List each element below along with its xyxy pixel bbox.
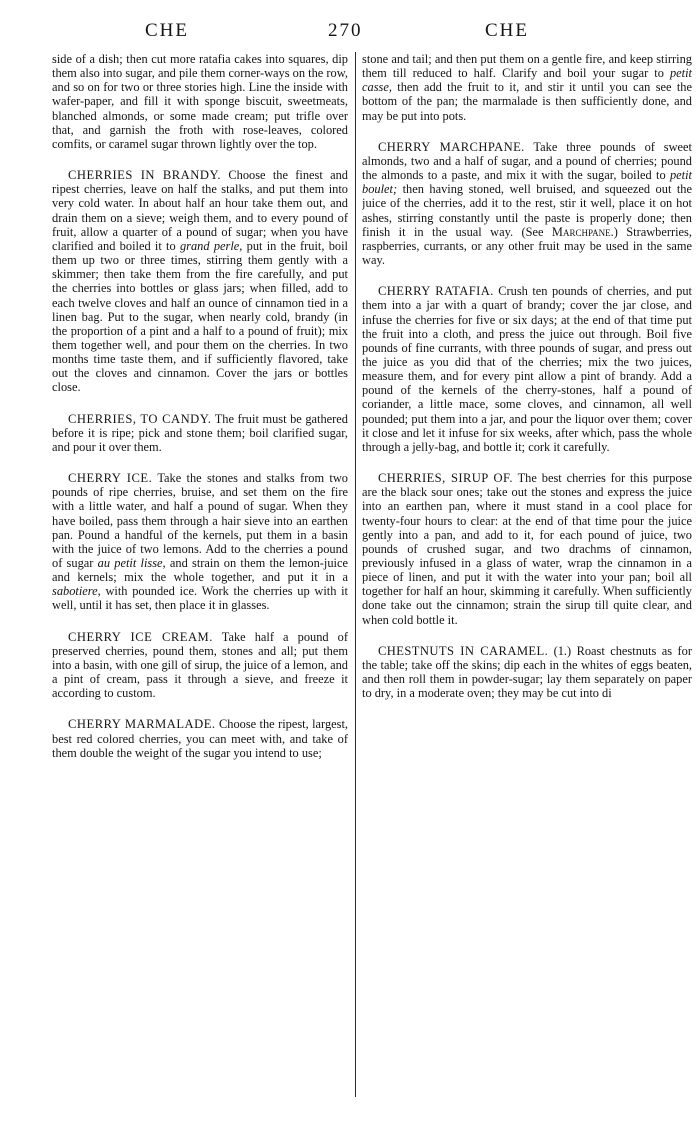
recipe-title: CHERRY MARMALADE. [68,717,216,732]
recipe-chestnuts-in-caramel [362,644,692,701]
recipe-cherry-ratafia [362,284,692,454]
recipe-text: Take half a pound of preserved cherries, pound them, stones and all; put them into a basin, with one gill of sirup, the juice of a lemon, and a pint of cream, pass it through a sieve, and freeze it according to custom. [52,629,348,701]
recipe-text: The fruit must be gathered before it is ripe; pick and stone them; boil clarified sugar, and pour it over them. [52,411,348,454]
recipe-title: CHERRY ICE. [68,471,153,486]
recipe-cherry-marmalade [52,717,348,759]
recipe-cherries-in-brandy [52,168,348,395]
recipe-title: CHERRY MARCHPANE. [378,139,525,154]
recipe-text: Take three pounds of sweet almonds, two and a half of sugar, and a pound of cherries; pound the almonds to a paste, and mix it with the sugar, boiled to [362,139,693,183]
recipe-text: The best cherries for this purpose are the black sour ones; take out the stones and express the juice into an earthen pan, where it must stand in a cool place for twenty-four hours to clear: at the end of that time pour the juice gently into a pan, and add to it, for each pound of juice, two pounds of crushed sugar, and two drachms of cinnamon, previously infused in a glass of water, wrap the cinnamon in a piece of linen, and put it with the water into your pan; boil all together for half an hour, skimming it carefully. When sufficiently done take out the cinnamon; strain the sirup till quite clear, and when cold bottle it. [362,471,692,627]
recipe-term: sabotiere, [52,584,101,599]
recipe-title: CHERRY ICE CREAM. [68,629,213,644]
recipe-term: petit casse, [362,66,692,95]
continued-text [362,52,692,123]
recipe-cherry-ice-cream [52,630,348,701]
cross-reference: Marchpane. [551,224,614,239]
continued-text-part: stone and tail; and then put them on a gentle fire, and keep stirring them till reduced to half. Clarify and boil your sugar to [362,52,692,81]
recipe-text: Choose the ripest, largest, best red colored cherries, you can meet with, and take of them double the weight of the sugar you intend to use; [52,717,348,760]
recipe-cherry-marchpane [362,140,692,267]
recipe-cherries-to-candy [52,412,348,454]
recipe-title: CHESTNUTS IN CARAMEL. [378,643,549,658]
recipe-text: ) Strawberries, raspberries, currants, or any other fruit may be used in the same way. [362,224,692,268]
recipe-title: CHERRY RATAFIA. [378,284,494,299]
left-column [52,52,348,777]
header-left-word: CHE [145,20,189,41]
continued-text-part: then add the fruit to it, and stir it until you can see the bottom of the pan; the marmalade is then sufficiently done, and may be put into pots. [362,80,692,123]
recipe-text: put in the fruit, boil them up two or three times, stirring them gently with a skimmer; then take them from the fire carefully, and put the cherries into bottles or glass jars; when filled, add to each twelve cloves and half an ounce of cinnamon tied in a linen bag. Put to the sugar, when nearly cold, brandy (in the proportion of a pint and a half to a pound of fruit); mix them together well, and pour them on the cherries. In two months time taste them, and if sufficiently flavored, take out the cloves and cinnamon. Cover the jars or bottles close. [52,238,348,395]
recipe-text: Crush ten pounds of cherries, and put them into a jar with a quart of brandy; cover the jar close, and infuse the cherries for five or six days; at the end of that time put the fruit into a cloth, and press the juice out through. Boil five pounds of fine currants, with three pounds of sugar, and press out the juice as you did that of the cherries; mix the two juices, measure them, and for every pint allow a pint of brandy. Add a pound of the kernels of the cherry-stones, half a pound of coriander, a little mace, some cloves, and cinnamon, all well pounded; put them into a jar, and pour the liquor over them; cover it close and let it infuse for six weeks, after which, pass the whole through a jelly-bag, and bottle it; cork it carefully. [362,284,692,454]
continued-text: side of a dish; then cut more ratafia cakes into squares, dip them also into sugar, and pile them corner-ways on the row, and so on for two or three stories high. Line the inside with wafer-paper, and fill it with sponge biscuit, sweetmeats, blanched almonds, or some made cream; put trifle over that, and garnish the froth with rose-leaves, colored comfits, or caramel sugar thrown lightly over the top. [52,52,348,151]
page-number: 270 [328,20,363,41]
recipe-title: CHERRIES, SIRUP OF. [378,471,513,486]
recipe-cherry-ice [52,471,348,613]
recipe-text: (1.) Roast chestnuts as for the table; take off the skins; dip each in the whites of eggs beaten, and then roll them in powder-sugar; lay them separately on paper to dry, in a moderate oven; they may be cut into di [362,643,692,701]
recipe-term: petit boulet; [362,168,692,197]
right-column [362,52,700,717]
running-header [0,20,700,46]
recipe-term: au petit lisse, [97,556,166,570]
recipe-text: with pounded ice. Work the cherries up with it well, until it has set, then place it in glasses. [52,584,348,613]
header-right-word: CHE [485,20,529,41]
recipe-title: CHERRIES IN BRANDY. [68,168,222,183]
recipe-text: then having stoned, well bruised, and squeezed out the juice of the cherries, add it to the rest, stir it well, place it on hot ashes, stirring constantly until the paste is properly done; then finish it in the usual way. (See [362,182,692,239]
recipe-title: CHERRIES, TO CANDY. [68,411,212,426]
recipe-text: and strain on them the lemon-juice and kernels; mix the whole together, and put it in a [52,556,348,585]
recipe-term: grand perle, [179,238,243,253]
recipe-text: Choose the finest and ripest cherries, leave on half the stalks, and put them into very cold water. In about half an hour take them out, and drain them on a sieve; weigh them, and to every pound of fruit, allow a quarter of a pound of sugar; when you have clarified and boiled it to [52,168,348,253]
recipe-text: Take the stones and stalks from two pounds of ripe cherries, bruise, and set them on the fire with a little water, and half a pound of sugar. When they have boiled, pass them through a hair sieve into an earthen pan. Pound a handful of the kernels, put them in a basin with the juice of two lemons. Add to the cherries a pound of sugar [52,471,348,570]
recipe-cherries-sirup-of [362,471,692,627]
column-divider [355,52,356,1097]
